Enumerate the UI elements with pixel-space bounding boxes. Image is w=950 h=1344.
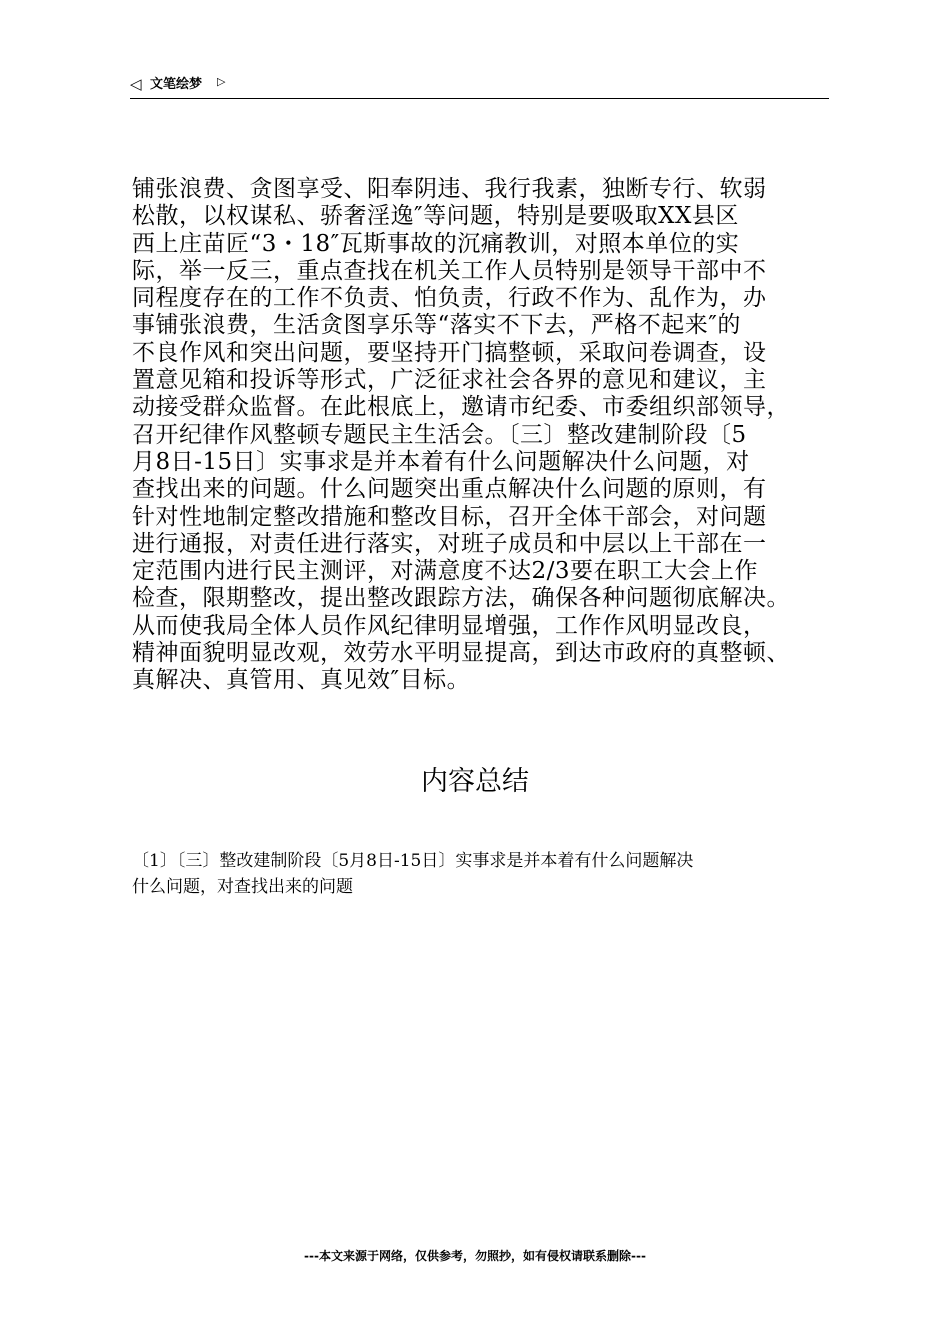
page-footer: ---本文来源于网络，仅供参考，勿照抄，如有侵权请联系删除--- — [304, 1249, 646, 1263]
left-triangle-icon: ◁ — [130, 75, 142, 93]
body-paragraph: 铺张浪费、贪图享受、阳奉阴违、我行我素，独断专行、软弱 松散，以权谋私、骄奢淫逸″等问题，特别是要吸取XX县区 西上庄苗匠“3・18″瓦斯事故的沉痛教训，对照本单位的实 际，举一反三，重点查找在机关工作人员特别是领导干部中不 同程度存在的工作不负责、怕负责，行政不作为、乱作为，办 事铺张浪费，生活贪图享乐等“落实不下去，严格不起来″的 不良作风和突出问题，要坚持开门搞整顿，采取问卷调查，设 置意见箱和投诉等形式，广泛征求社会各界的意见和建议，主 动接受群众监督。在此根底上，邀请市纪委、市委组织部领导， 召开纪律作风整顿专题民主生活会。〔三〕整改建制阶段〔5 月8日-15日〕实事求是并本着有什么问题解决什么问题，对 查找出来的问题。什么问题突出重点解决什么问题的原则，有 针对性地制定整改措施和整改目标，召开全体干部会，对问题 进行通报，对责任进行落实，对班子成员和中层以上干部在一 定范围内进行民主测评，对满意度不达2/3要在职工大会上作 检查，限期整改，提出整改跟踪方法，确保各种问题彻底解决。 从而使我局全体人员作风纪律明显增强，工作作风明显改良， 精神面貌明显改观，效劳水平明显提高，到达市政府的真整顿、 真解决、真管用、真见效″目标。 — [132, 176, 790, 694]
summary-title: 内容总结 — [421, 766, 529, 797]
page-header — [130, 74, 829, 99]
summary-item: 〔1〕〔三〕整改建制阶段〔5月8日-15日〕实事求是并本着有什么问题解决 什么问题，对查找出来的问题 — [132, 851, 694, 897]
header-brand: 文笔绘梦 — [150, 77, 203, 92]
right-triangle-icon: ▷ — [217, 75, 226, 88]
